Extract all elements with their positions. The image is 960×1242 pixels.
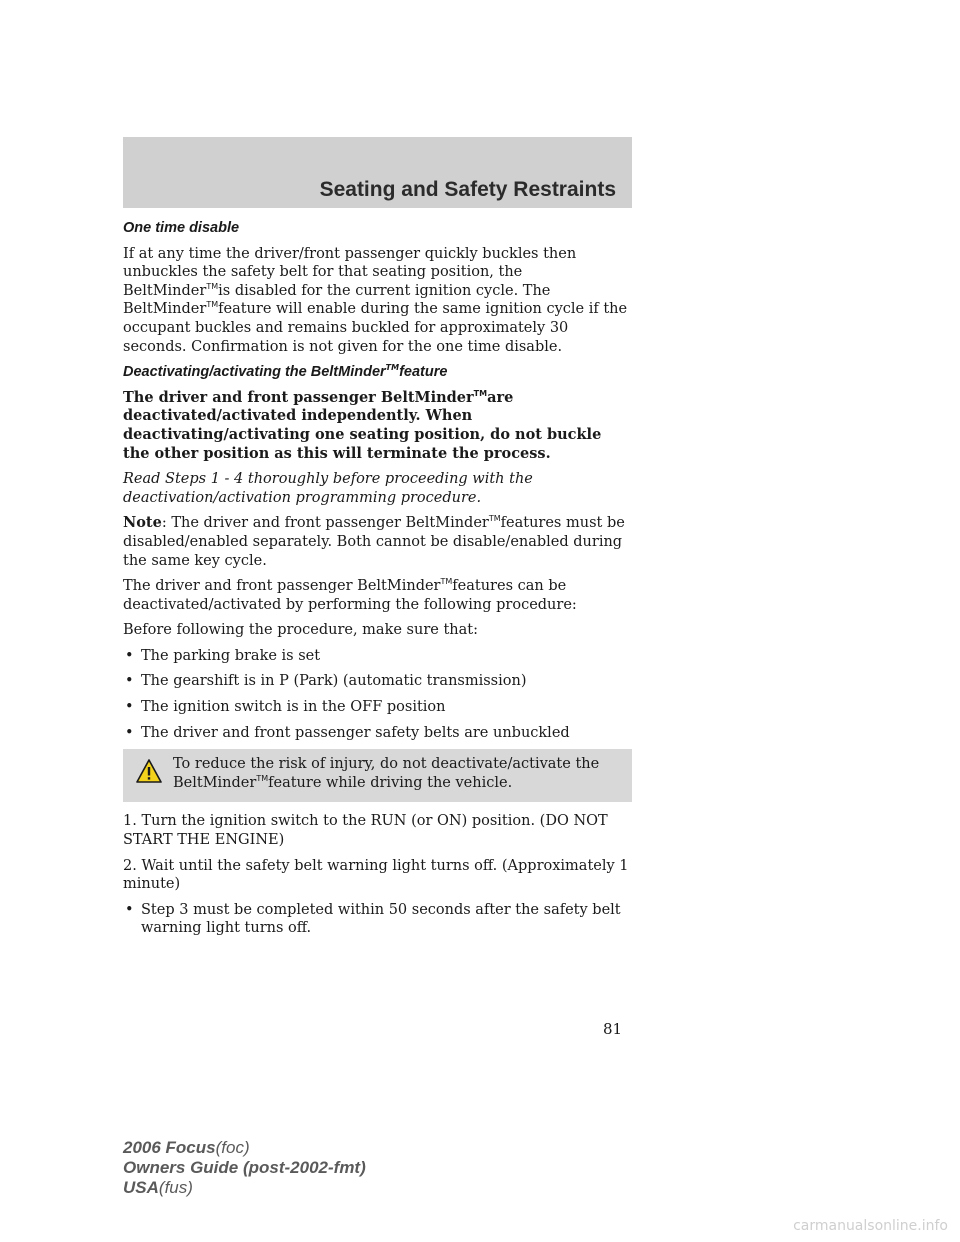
watermark[interactable]: carmanualsonline.info	[793, 1218, 948, 1234]
step-2: 2. Wait until the safety belt warning light turns off. (Approximately 1 minute)	[123, 857, 629, 893]
section-header	[123, 137, 632, 208]
trademark-mark: TM	[206, 281, 219, 291]
page-number: 81	[603, 1020, 623, 1038]
trademark-mark: TM	[488, 514, 501, 524]
list-item: • The parking brake is set	[123, 647, 632, 666]
paragraph-note: Note: The driver and front passenger BeltMinder™features must be disabled/enabled separately. Both cannot be disable/enabled during the same key cycle.	[123, 514, 625, 569]
trademark-mark: TM	[256, 774, 269, 784]
document-info: 2006 Focus(foc) Owners Guide (post-2002-fmt) USA(fus)	[123, 1138, 366, 1197]
note-label: Note	[123, 514, 162, 532]
warning-text: To reduce the risk of injury, do not deactivate/activate the BeltMinder™feature while driving the vehicle.	[173, 756, 600, 791]
section-title: Seating and Safety Restraints	[319, 178, 616, 201]
warning-box	[123, 749, 632, 802]
paragraph-before: Before following the procedure, make sure that:	[123, 622, 478, 639]
trademark-mark: TM	[473, 388, 488, 398]
step-1: 1. Turn the ignition switch to the RUN (or ON) position. (DO NOT START THE ENGINE)	[123, 813, 608, 849]
trademark-mark: TM	[385, 363, 400, 373]
precondition-list	[123, 647, 632, 742]
paragraph-bold-warning: The driver and front passenger BeltMinder™are deactivated/activated independently. When deactivating/activating one seating position, do not buckle the other position as this will terminate the process.	[123, 388, 602, 462]
paragraph-procedure: The driver and front passenger BeltMinder™features can be deactivated/activated by performing the following procedure:	[123, 577, 577, 613]
warning-triangle-icon	[136, 759, 162, 783]
paragraph-one-time: If at any time the driver/front passenger quickly buckles then unbuckles the safety belt for that seating position, the BeltMinder™is disabled for the current ignition cycle. The BeltMinder™feature will enable during the same ignition cycle if the occupant buckles and remains buckled for approximately 30 seconds. Confirmation is not given for the one time disable.	[123, 245, 628, 355]
heading-one-time-disable: One time disable	[123, 220, 240, 236]
paragraph-italic-instruction: Read Steps 1 - 4 thoroughly before proceeding with the deactivation/activation programming procedure.	[123, 471, 533, 506]
list-item: • The gearshift is in P (Park) (automatic transmission)	[123, 672, 632, 691]
page-content	[123, 219, 632, 945]
trademark-mark: TM	[206, 300, 219, 310]
heading-deactivating: Deactivating/activating the BeltMinder™feature	[123, 363, 448, 381]
list-item: • Step 3 must be completed within 50 seconds after the safety belt warning light turns off.	[123, 901, 632, 938]
list-item: • The ignition switch is in the OFF position	[123, 698, 632, 717]
list-item: • The driver and front passenger safety belts are unbuckled	[123, 724, 632, 743]
step-notes	[123, 901, 632, 938]
trademark-mark: TM	[440, 577, 453, 587]
